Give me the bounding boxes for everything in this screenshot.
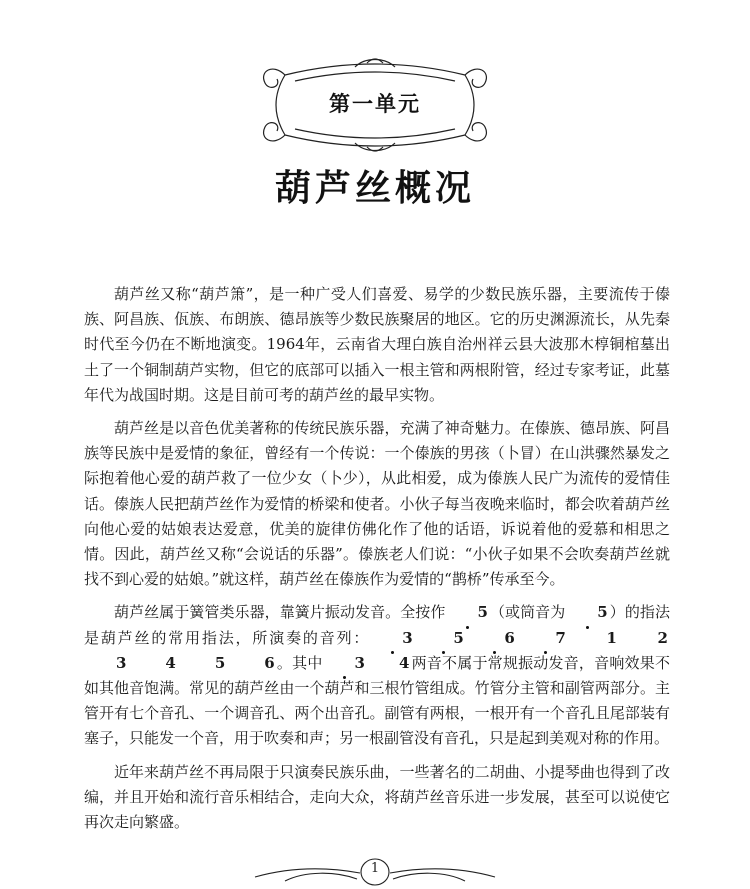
scale-note: 2 <box>657 628 668 647</box>
scale-note: 1 <box>606 628 617 647</box>
scale-note: 3 <box>116 653 127 672</box>
page-title: 葫芦丝概况 <box>274 167 475 209</box>
scale-note: 3 <box>370 626 414 651</box>
paragraph-structure <box>84 600 670 751</box>
scale-note: 4 <box>165 653 176 672</box>
note-5-low: 5 <box>445 600 489 625</box>
article-body <box>84 282 670 843</box>
paragraph-text: ）的指法是葫芦丝的常用指法，所演奏的音列： <box>84 603 670 647</box>
note-3-low: 3 <box>323 651 367 676</box>
paragraph-text: （或筒音为 <box>489 603 566 622</box>
paragraph-legend: 葫芦丝是以音色优美著称的传统民族乐器，充满了神奇魅力。在傣族、德昂族、阿昌族等民族中是爱情的象征，曾经有一个传说：一个傣族的男孩（卜冒）在山洪骤然暴发之际抱着他心爱的葫芦救了一位少女（卜少），从此相爱，成为傣族人民广为流传的爱情佳话。傣族人民把葫芦丝作为爱情的桥梁和使者。小伙子每当夜晚来临时，都会吹着葫芦丝向他心爱的姑娘表达爱意，优美的旋律仿佛化作了他的话语，诉说着他的爱慕和相思之情。因此，葫芦丝又称“会说话的乐器”。傣族老人们说：“小伙子如果不会吹奏葫芦丝就找不到心爱的姑娘。”就这样，葫芦丝在傣族作为爱情的“鹊桥”传承至今。 <box>84 419 670 589</box>
scale-note: 5 <box>214 653 226 672</box>
scale-note: 6 <box>472 626 516 651</box>
note-5-low: 5 <box>565 600 609 625</box>
unit-label: 第一单元 <box>329 91 421 116</box>
paragraph-text: 葫芦丝属于簧管类乐器，靠簧片振动发音。全按作 <box>114 603 446 622</box>
page-number: 1 <box>370 861 380 876</box>
paragraph-text: 。其中 <box>276 653 323 672</box>
scale-note: 6 <box>264 653 275 672</box>
scale-note: 5 <box>421 626 465 651</box>
paragraph-text: 两音不属于常规振动发音，音响效果不如其他音饱满。常见的葫芦丝由一个葫芦和三根竹管组成。竹管分主管和副管两部分。主管开有七个音孔、一个调音孔、两个出音孔。副管有两根，一根开有一个音孔且尾部装有塞子，只能发一个音，用于吹奏和声；另一根副管没有音孔，只是起到美观对称的作用。 <box>84 653 670 748</box>
scale-note: 7 <box>523 626 567 651</box>
note-4: 4 <box>398 653 410 672</box>
paragraph-modern: 近年来葫芦丝不再局限于只演奏民族乐曲，一些著名的二胡曲、小提琴曲也得到了改编，并且开始和流行音乐相结合，走向大众，将葫芦丝音乐进一步发展，甚至可以说使它再次走向繁盛。 <box>84 762 670 832</box>
paragraph-history: 葫芦丝又称“葫芦箫”，是一种广受人们喜爱、易学的少数民族乐器，主要流传于傣族、阿昌族、佤族、布朗族、德昂族等少数民族聚居的地区。它的历史渊源流长，从先秦时代至今仍在不断地演变。1964年，云南省大理白族自治州祥云县大波那木椁铜棺墓出土了一个铜制葫芦实物，但它的底部可以插入一根主管和两根附管，经过专家考证，此墓年代为战国时期。这是目前可考的葫芦丝的最早实物。 <box>84 285 670 404</box>
